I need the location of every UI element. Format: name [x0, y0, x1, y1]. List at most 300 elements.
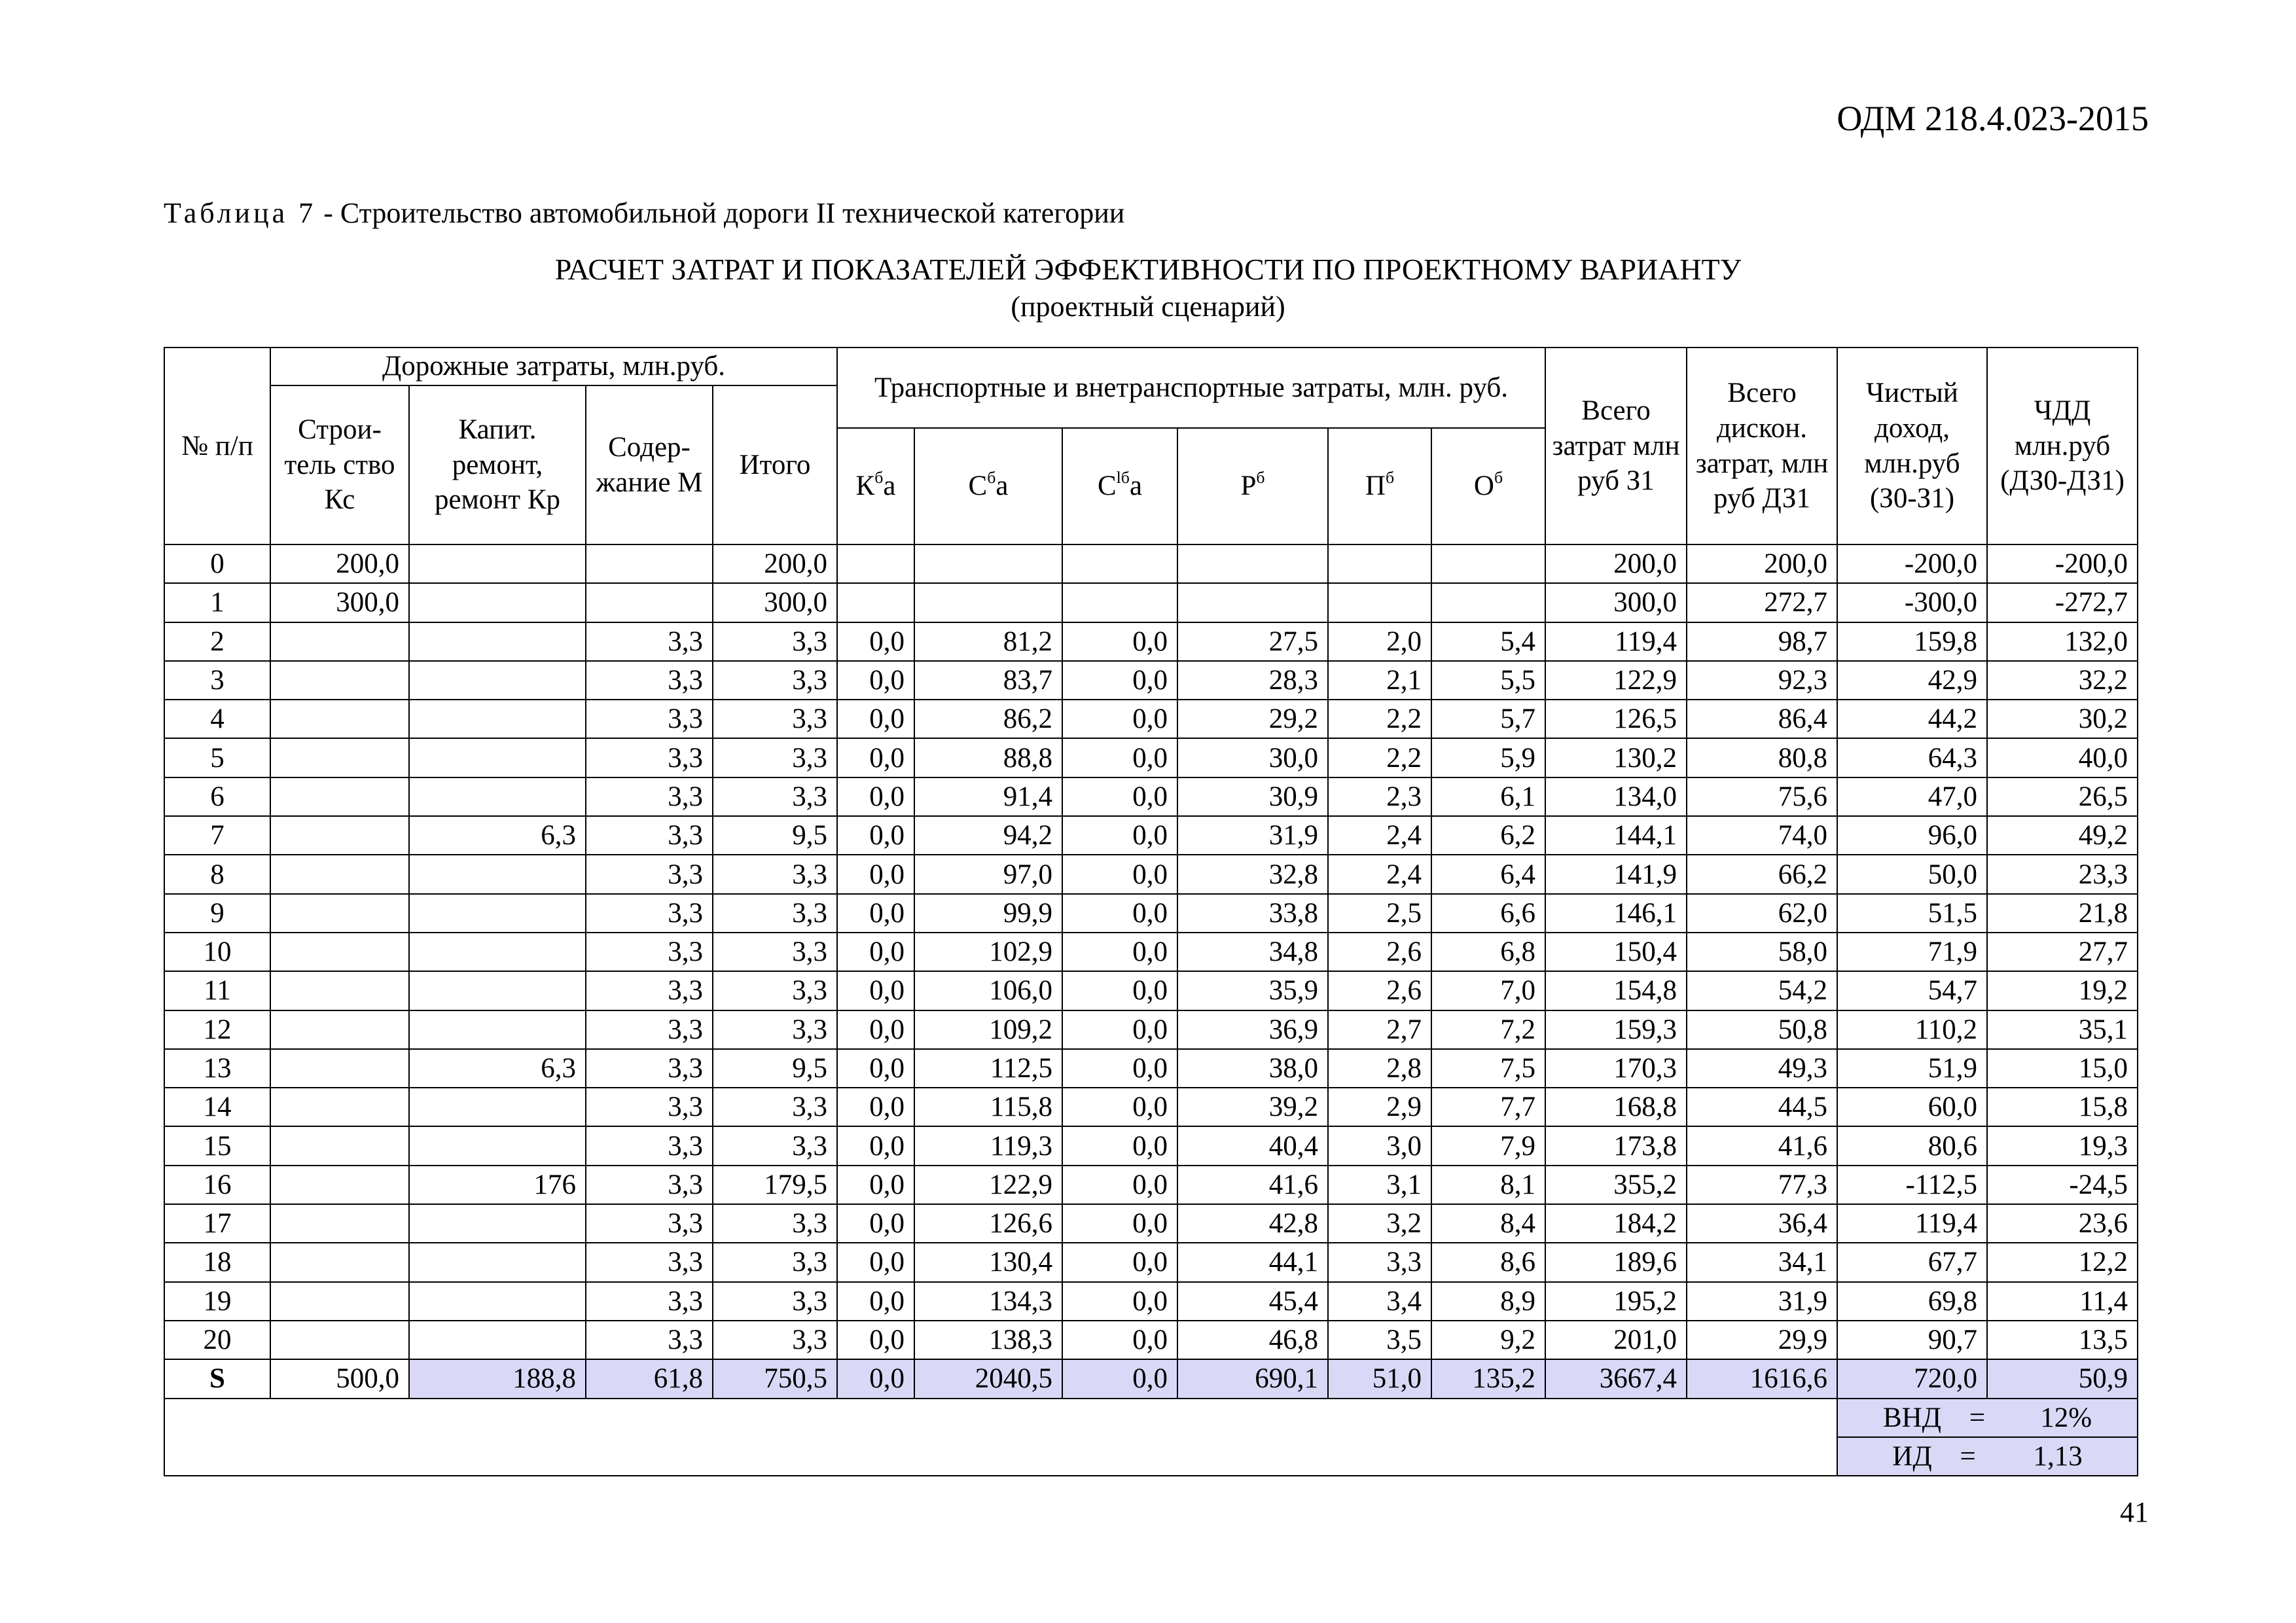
table-row — [164, 816, 2138, 855]
table-cell — [837, 583, 914, 622]
table-cell: 8,4 — [1431, 1204, 1545, 1243]
table-cell: 44,5 — [1687, 1088, 1837, 1126]
page-number: 41 — [2120, 1496, 2149, 1528]
col-header-k: $К^ба$ — [837, 428, 914, 544]
table-cell: 159,8 — [1837, 622, 1987, 661]
row-number-cell: 16 — [164, 1166, 270, 1204]
table-cell: 92,3 — [1687, 661, 1837, 700]
table-cell — [409, 971, 586, 1010]
row-number-cell: 5 — [164, 738, 270, 777]
table-cell — [270, 1321, 409, 1359]
table-cell: 3,4 — [1328, 1282, 1431, 1321]
table-cell: 54,2 — [1687, 971, 1837, 1010]
table-cell: 46,8 — [1177, 1321, 1328, 1359]
table-cell — [409, 544, 586, 583]
table-cell — [409, 1204, 586, 1243]
table-cell: 9,2 — [1431, 1321, 1545, 1359]
indicator-row-irr — [164, 1399, 2138, 1437]
table-cell: 176 — [409, 1166, 586, 1204]
table-cell: 31,9 — [1177, 816, 1328, 855]
row-number-cell: 15 — [164, 1126, 270, 1165]
table-cell: 36,9 — [1177, 1010, 1328, 1049]
table-cell: 30,0 — [1177, 738, 1328, 777]
table-cell: 6,3 — [409, 816, 586, 855]
table-cell: 110,2 — [1837, 1010, 1987, 1049]
row-number-cell: 7 — [164, 816, 270, 855]
table-cell: 0,0 — [837, 816, 914, 855]
col-header-sl: $С^{lб}а$ — [1062, 428, 1177, 544]
table-row — [164, 738, 2138, 777]
table-cell: 15,8 — [1987, 1088, 2138, 1126]
table-cell: 179,5 — [713, 1166, 837, 1204]
table-cell: 0,0 — [1062, 894, 1177, 933]
table-cell: 3,3 — [586, 1282, 713, 1321]
table-cell: 3,3 — [1328, 1243, 1431, 1281]
table-cell: 3,3 — [713, 661, 837, 700]
table-cell: 3,3 — [586, 894, 713, 933]
table-cell: 3,3 — [586, 622, 713, 661]
table-cell: 19,2 — [1987, 971, 2138, 1010]
table-cell — [1328, 583, 1431, 622]
table-cell: 0,0 — [1062, 971, 1177, 1010]
table-cell — [270, 894, 409, 933]
table-cell: 64,3 — [1837, 738, 1987, 777]
table-row — [164, 1166, 2138, 1204]
table-cell: 0,0 — [837, 1204, 914, 1243]
table-cell: 0,0 — [1062, 816, 1177, 855]
table-cell: 6,8 — [1431, 933, 1545, 971]
row-number-cell: 19 — [164, 1282, 270, 1321]
table-cell — [409, 1088, 586, 1126]
row-number-cell: 2 — [164, 622, 270, 661]
col-group-transport-costs: Транспортные и внетранспортные затраты, млн. руб. — [837, 348, 1545, 428]
table-cell: 3,3 — [586, 1088, 713, 1126]
table-cell: 7,0 — [1431, 971, 1545, 1010]
table-cell: 272,7 — [1687, 583, 1837, 622]
table-cell: 132,0 — [1987, 622, 2138, 661]
table-cell: 138,3 — [914, 1321, 1062, 1359]
row-number-cell: 17 — [164, 1204, 270, 1243]
table-cell: 355,2 — [1545, 1166, 1687, 1204]
empty-footer-area — [164, 1399, 1837, 1476]
table-cell: 9,5 — [713, 1049, 837, 1088]
table-row — [164, 544, 2138, 583]
table-cell — [586, 583, 713, 622]
table-cell: 3,3 — [586, 1049, 713, 1088]
table-cell: 0,0 — [1062, 1088, 1177, 1126]
table-cell — [837, 544, 914, 583]
table-cell: 300,0 — [713, 583, 837, 622]
table-cell: 26,5 — [1987, 777, 2138, 816]
table-cell: 40,0 — [1987, 738, 2138, 777]
row-number-cell: 18 — [164, 1243, 270, 1281]
table-title: РАСЧЕТ ЗАТРАТ И ПОКАЗАТЕЛЕЙ ЭФФЕКТИВНОСТИ ПО ПРОЕКТНОМУ ВАРИАНТУ — [554, 253, 1742, 286]
table-cell: 0,0 — [837, 700, 914, 738]
table-cell: 170,3 — [1545, 1049, 1687, 1088]
table-cell: 71,9 — [1837, 933, 1987, 971]
table-cell — [270, 971, 409, 1010]
table-cell — [409, 1243, 586, 1281]
table-cell — [1062, 544, 1177, 583]
table-cell: 0,0 — [1062, 1204, 1177, 1243]
table-cell: 38,0 — [1177, 1049, 1328, 1088]
table-cell: 184,2 — [1545, 1204, 1687, 1243]
table-body — [164, 544, 2138, 1359]
table-cell: 2,3 — [1328, 777, 1431, 816]
table-cell: -200,0 — [1987, 544, 2138, 583]
table-cell: 2,1 — [1328, 661, 1431, 700]
table-cell: 60,0 — [1837, 1088, 1987, 1126]
col-header-road-total: Итого — [713, 385, 837, 544]
sum-cell: S — [164, 1359, 270, 1398]
table-row — [164, 1321, 2138, 1359]
table-cell: 3,3 — [713, 894, 837, 933]
table-cell: 44,1 — [1177, 1243, 1328, 1281]
table-cell: 91,4 — [914, 777, 1062, 816]
table-cell: 0,0 — [837, 1088, 914, 1126]
table-cell: 80,8 — [1687, 738, 1837, 777]
table-cell: 23,6 — [1987, 1204, 2138, 1243]
table-cell: 189,6 — [1545, 1243, 1687, 1281]
col-header-total-costs: Всего затрат млн руб З1 — [1545, 348, 1687, 544]
table-row — [164, 661, 2138, 700]
table-cell: 35,1 — [1987, 1010, 2138, 1049]
pi-value: 1,13 — [2033, 1440, 2083, 1472]
table-cell: 7,2 — [1431, 1010, 1545, 1049]
col-header-construction: Строи- тель ство Кс — [270, 385, 409, 544]
table-row — [164, 1049, 2138, 1088]
table-cell: 32,2 — [1987, 661, 2138, 700]
table-cell — [270, 661, 409, 700]
table-cell: 34,8 — [1177, 933, 1328, 971]
table-cell: 2,0 — [1328, 622, 1431, 661]
table-row — [164, 971, 2138, 1010]
table-cell: 49,2 — [1987, 816, 2138, 855]
row-number-cell: 13 — [164, 1049, 270, 1088]
table-cell: 32,8 — [1177, 855, 1328, 893]
sum-cell: 50,9 — [1987, 1359, 2138, 1398]
sum-cell: 135,2 — [1431, 1359, 1545, 1398]
table-row — [164, 855, 2138, 893]
col-header-net-income: Чистый доход, млн.руб (З0-З1) — [1837, 348, 1987, 544]
table-cell: 7,9 — [1431, 1126, 1545, 1165]
table-cell: 3,3 — [586, 1126, 713, 1165]
table-cell: 51,9 — [1837, 1049, 1987, 1088]
table-cell: 2,5 — [1328, 894, 1431, 933]
table-cell: 2,8 — [1328, 1049, 1431, 1088]
table-cell: 2,2 — [1328, 738, 1431, 777]
row-number-cell: 0 — [164, 544, 270, 583]
table-cell: 6,2 — [1431, 816, 1545, 855]
table-cell: 9,5 — [713, 816, 837, 855]
table-caption — [164, 196, 1124, 230]
col-header-r: $Р^б$ — [1177, 428, 1328, 544]
sum-cell: 0,0 — [837, 1359, 914, 1398]
table-cell: 0,0 — [1062, 700, 1177, 738]
sum-cell: 500,0 — [270, 1359, 409, 1398]
table-cell: 29,2 — [1177, 700, 1328, 738]
table-cell: 3,3 — [713, 700, 837, 738]
table-footer — [164, 1359, 2138, 1476]
table-cell — [270, 1126, 409, 1165]
table-cell — [409, 1282, 586, 1321]
table-cell: -272,7 — [1987, 583, 2138, 622]
table-cell: 0,0 — [837, 971, 914, 1010]
table-cell: 54,7 — [1837, 971, 1987, 1010]
table-cell: 5,4 — [1431, 622, 1545, 661]
table-cell: 50,8 — [1687, 1010, 1837, 1049]
table-cell — [270, 1204, 409, 1243]
table-cell: 3,3 — [713, 855, 837, 893]
table-cell: 75,6 — [1687, 777, 1837, 816]
table-cell: -200,0 — [1837, 544, 1987, 583]
table-cell: 3,3 — [586, 738, 713, 777]
table-cell: 99,9 — [914, 894, 1062, 933]
table-cell: 3,3 — [586, 1321, 713, 1359]
table-cell — [1431, 583, 1545, 622]
table-cell: 3,3 — [713, 933, 837, 971]
table-cell: 50,0 — [1837, 855, 1987, 893]
table-row — [164, 777, 2138, 816]
table-cell: 5,5 — [1431, 661, 1545, 700]
table-cell: 5,7 — [1431, 700, 1545, 738]
table-cell: 3,3 — [713, 971, 837, 1010]
table-cell: 130,2 — [1545, 738, 1687, 777]
table-cell: 201,0 — [1545, 1321, 1687, 1359]
table-cell — [409, 855, 586, 893]
table-cell: 154,8 — [1545, 971, 1687, 1010]
table-cell: 8,6 — [1431, 1243, 1545, 1281]
table-cell: 66,2 — [1687, 855, 1837, 893]
table-cell: 0,0 — [837, 738, 914, 777]
pi-label: ИД — [1892, 1440, 1932, 1472]
table-cell: 0,0 — [837, 1166, 914, 1204]
table-cell: 42,9 — [1837, 661, 1987, 700]
table-cell — [270, 933, 409, 971]
table-cell: 3,2 — [1328, 1204, 1431, 1243]
table-cell: 28,3 — [1177, 661, 1328, 700]
table-cell: 6,1 — [1431, 777, 1545, 816]
table-cell: 6,4 — [1431, 855, 1545, 893]
row-number-cell: 10 — [164, 933, 270, 971]
table-cell: 2,9 — [1328, 1088, 1431, 1126]
table-cell — [914, 583, 1062, 622]
table-cell: 3,3 — [586, 1204, 713, 1243]
cost-efficiency-table — [164, 347, 2138, 1476]
table-cell: 0,0 — [1062, 622, 1177, 661]
table-cell: 3,3 — [713, 1204, 837, 1243]
table-cell: 23,3 — [1987, 855, 2138, 893]
table-cell: 300,0 — [270, 583, 409, 622]
col-header-maintenance: Содер- жание М — [586, 385, 713, 544]
table-cell: 200,0 — [1687, 544, 1837, 583]
table-cell — [270, 777, 409, 816]
table-cell — [409, 1321, 586, 1359]
table-cell: 44,2 — [1837, 700, 1987, 738]
row-number-cell: 11 — [164, 971, 270, 1010]
table-cell: 83,7 — [914, 661, 1062, 700]
table-cell — [1431, 544, 1545, 583]
col-header-o: $О^б$ — [1431, 428, 1545, 544]
table-cell: 0,0 — [837, 622, 914, 661]
table-cell: 2,4 — [1328, 816, 1431, 855]
table-row — [164, 1243, 2138, 1281]
table-cell: 6,6 — [1431, 894, 1545, 933]
irr-indicator — [1837, 1399, 2138, 1437]
table-cell: 122,9 — [914, 1166, 1062, 1204]
table-cell: 2,6 — [1328, 933, 1431, 971]
table-cell: 115,8 — [914, 1088, 1062, 1126]
col-header-s: $С^ба$ — [914, 428, 1062, 544]
table-cell: 30,2 — [1987, 700, 2138, 738]
table-row — [164, 1088, 2138, 1126]
table-cell: 119,4 — [1545, 622, 1687, 661]
table-cell: 106,0 — [914, 971, 1062, 1010]
table-cell — [586, 544, 713, 583]
table-cell — [1328, 544, 1431, 583]
col-header-p: $П^б$ — [1328, 428, 1431, 544]
table-cell: 15,0 — [1987, 1049, 2138, 1088]
table-cell: 0,0 — [1062, 1010, 1177, 1049]
table-cell: 7,5 — [1431, 1049, 1545, 1088]
row-number-cell: 12 — [164, 1010, 270, 1049]
table-cell: 86,2 — [914, 700, 1062, 738]
table-cell: 200,0 — [1545, 544, 1687, 583]
table-cell: 0,0 — [1062, 1166, 1177, 1204]
table-cell — [270, 816, 409, 855]
table-cell — [270, 1049, 409, 1088]
table-cell: 122,9 — [1545, 661, 1687, 700]
table-cell: 35,9 — [1177, 971, 1328, 1010]
table-cell: 130,4 — [914, 1243, 1062, 1281]
table-cell: 3,0 — [1328, 1126, 1431, 1165]
sum-cell: 690,1 — [1177, 1359, 1328, 1398]
table-cell: 2,6 — [1328, 971, 1431, 1010]
table-cell: 8,9 — [1431, 1282, 1545, 1321]
sum-cell: 188,8 — [409, 1359, 586, 1398]
table-cell: 49,3 — [1687, 1049, 1837, 1088]
table-cell: 13,5 — [1987, 1321, 2138, 1359]
row-number-cell: 3 — [164, 661, 270, 700]
table-cell: 42,8 — [1177, 1204, 1328, 1243]
table-cell — [409, 583, 586, 622]
table-cell: 2,2 — [1328, 700, 1431, 738]
table-cell — [409, 777, 586, 816]
table-cell: 30,9 — [1177, 777, 1328, 816]
table-cell: 3,3 — [586, 971, 713, 1010]
sum-cell: 0,0 — [1062, 1359, 1177, 1398]
table-cell: 80,6 — [1837, 1126, 1987, 1165]
table-cell: 159,3 — [1545, 1010, 1687, 1049]
table-cell — [409, 700, 586, 738]
table-cell — [270, 1282, 409, 1321]
table-cell: 300,0 — [1545, 583, 1687, 622]
table-cell: 8,1 — [1431, 1166, 1545, 1204]
table-cell: 31,9 — [1687, 1282, 1837, 1321]
table-cell — [1062, 583, 1177, 622]
table-cell: 96,0 — [1837, 816, 1987, 855]
table-cell: 94,2 — [914, 816, 1062, 855]
row-number-cell: 1 — [164, 583, 270, 622]
table-cell: 0,0 — [837, 661, 914, 700]
document-code: ОДМ 218.4.023-2015 — [1837, 99, 2149, 138]
table-cell: 97,0 — [914, 855, 1062, 893]
table-cell: 51,5 — [1837, 894, 1987, 933]
table-cell — [270, 738, 409, 777]
table-cell: 168,8 — [1545, 1088, 1687, 1126]
table-cell: 150,4 — [1545, 933, 1687, 971]
sum-cell: 750,5 — [713, 1359, 837, 1398]
table-cell: 39,2 — [1177, 1088, 1328, 1126]
sum-cell: 51,0 — [1328, 1359, 1431, 1398]
table-cell — [914, 544, 1062, 583]
table-subtitle: (проектный сценарий) — [1011, 291, 1285, 323]
table-cell: 3,3 — [586, 661, 713, 700]
table-cell: 3,1 — [1328, 1166, 1431, 1204]
table-cell: 47,0 — [1837, 777, 1987, 816]
table-cell: 0,0 — [1062, 1321, 1177, 1359]
table-cell — [409, 738, 586, 777]
table-cell: 3,3 — [586, 1010, 713, 1049]
table-cell: -300,0 — [1837, 583, 1987, 622]
table-cell: 2,4 — [1328, 855, 1431, 893]
row-number-cell: 9 — [164, 894, 270, 933]
pi-equals: = — [1960, 1440, 1976, 1472]
table-cell: 0,0 — [837, 1049, 914, 1088]
table-cell: 146,1 — [1545, 894, 1687, 933]
table-cell: 3,3 — [586, 933, 713, 971]
table-cell: 34,1 — [1687, 1243, 1837, 1281]
table-cell: 98,7 — [1687, 622, 1837, 661]
table-cell: 0,0 — [837, 1126, 914, 1165]
table-cell — [270, 622, 409, 661]
table-cell: -24,5 — [1987, 1166, 2138, 1204]
table-cell: 0,0 — [837, 855, 914, 893]
table-cell: 3,3 — [713, 777, 837, 816]
table-cell: 3,3 — [713, 1010, 837, 1049]
irr-equals: = — [1969, 1402, 1986, 1433]
irr-label: ВНД — [1882, 1402, 1942, 1433]
sum-cell: 3667,4 — [1545, 1359, 1687, 1398]
table-cell — [409, 1010, 586, 1049]
caption-text: - Строительство автомобильной дороги II технической категории — [316, 197, 1125, 229]
table-cell: -112,5 — [1837, 1166, 1987, 1204]
table-cell: 62,0 — [1687, 894, 1837, 933]
table-cell: 134,0 — [1545, 777, 1687, 816]
table-cell: 119,4 — [1837, 1204, 1987, 1243]
table-cell: 40,4 — [1177, 1126, 1328, 1165]
table-cell: 41,6 — [1687, 1126, 1837, 1165]
row-number-cell: 20 — [164, 1321, 270, 1359]
table-cell: 200,0 — [713, 544, 837, 583]
table-cell: 126,5 — [1545, 700, 1687, 738]
table-cell: 3,3 — [713, 1321, 837, 1359]
table-cell: 0,0 — [837, 777, 914, 816]
table-cell — [270, 1088, 409, 1126]
pi-indicator — [1837, 1437, 2138, 1476]
col-header-capital-repair: Капит. ремонт, ремонт Кр — [409, 385, 586, 544]
table-cell: 0,0 — [837, 894, 914, 933]
table-row — [164, 894, 2138, 933]
col-header-num: № п/п — [164, 348, 270, 544]
table-cell — [1177, 544, 1328, 583]
table-row — [164, 1010, 2138, 1049]
table-cell: 0,0 — [1062, 1126, 1177, 1165]
table-cell — [270, 855, 409, 893]
table-cell — [409, 1126, 586, 1165]
table-cell: 5,9 — [1431, 738, 1545, 777]
caption-prefix: Таблица 7 — [164, 197, 317, 229]
